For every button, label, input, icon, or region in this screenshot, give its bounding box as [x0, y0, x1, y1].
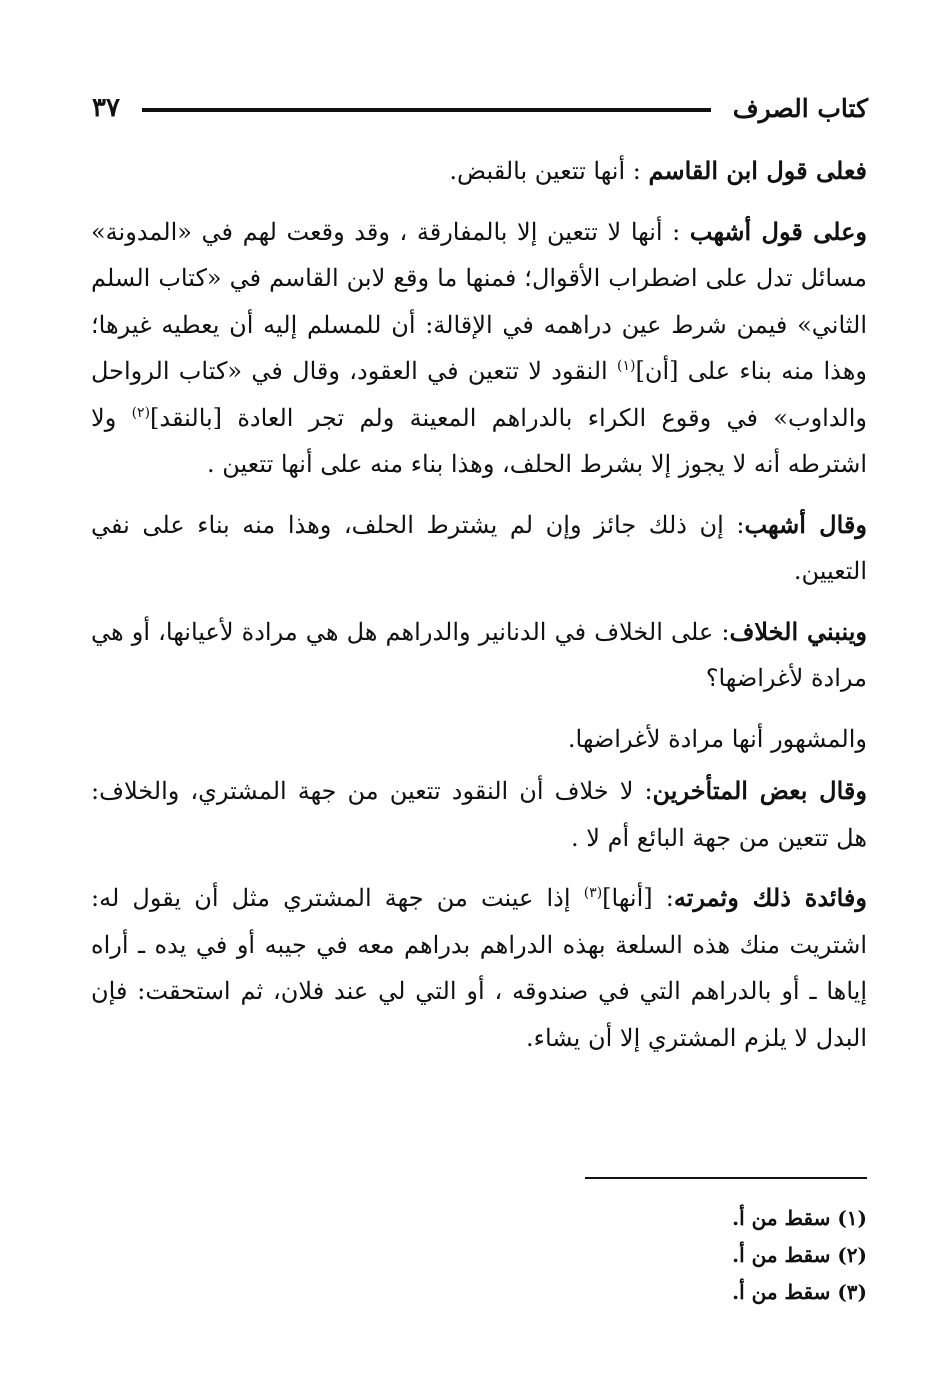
page-number: ٣٧: [92, 93, 120, 123]
footnote-ref-1: (١): [617, 358, 636, 374]
paragraph-text: إذا عينت من جهة المشتري مثل أن يقول له: اشتريت منك هذه السلعة بهذه الدراهم بدراهم معه في جيبه أو في يده ـ أراه إياها ـ أو بالدراهم التي في صندوقه ، أو التي لي عند فلان، ثم استحقت: فإن البدل لا يلزم المشتري إلا أن يشاء.: [91, 884, 867, 1052]
paragraph-lead: فعلى قول ابن القاسم: [648, 156, 867, 185]
paragraph-ibn-al-qasim: [91, 148, 867, 195]
paragraph-lead: وفائدة ذلك وثمرته: [673, 883, 867, 912]
paragraph-ashhab-said: [91, 502, 867, 595]
footnote-ref-2: (٢): [131, 404, 151, 421]
footnote-2: (٢) سقط من أ.: [732, 1243, 867, 1267]
paragraph-ashhab: [91, 209, 867, 488]
paragraph-lead: وينبني الخلاف: [729, 616, 867, 646]
paragraph-text: والمشهور أنها مرادة لأغراضها.: [567, 724, 867, 753]
footnote-3: (٣) سقط من أ.: [732, 1280, 867, 1304]
footnote-1: (١) سقط من أ.: [732, 1206, 867, 1230]
paragraph-basis-of-dispute: [91, 609, 867, 702]
main-text: [91, 148, 867, 1075]
footnote-ref-3: (٣): [583, 885, 603, 901]
paragraph-lead: وعلى قول أشهب: [689, 216, 867, 246]
paragraph-text: ولا اشترطه أنه لا يجوز إلا بشرط الحلف، وهذا بناء منه على أنها تتعين .: [91, 403, 867, 478]
paragraph-text: : أنها تتعين بالقبض.: [449, 157, 649, 185]
paragraph-text: : لا خلاف أن النقود تتعين من جهة المشتري، والخلاف: هل تتعين من جهة البائع أم لا .: [91, 777, 867, 852]
paragraph-prevailing-view: [91, 716, 867, 763]
paragraph-text: : أنها لا تتعين إلا بالمفارقة ، وقد وقعت لهم في «المدونة» مسائل تدل على اضطراب الأقوال؛ فمنها ما وقع لابن القاسم في «كتاب السلم الثاني» فيمن شرط عين دراهمه في الإقالة: أن للمسلم إليه أن يعطيه غيرها؛ وهذا منه بناء على [أن]: [91, 217, 867, 385]
paragraph-text: : إن ذلك جائز وإن لم يشترط الحلف، وهذا منه بناء على نفي التعيين.: [91, 510, 867, 585]
paragraph-later-scholars: [91, 768, 867, 861]
paragraph-text: : [أنها]: [602, 884, 674, 912]
paragraph-lead: وقال بعض المتأخرين: [652, 776, 867, 805]
running-head: كتاب الصرف: [732, 93, 868, 123]
paragraph-text: : على الخلاف في الدنانير والدراهم هل هي مرادة لأعيانها، أو هي مرادة لأغراضها؟: [91, 617, 867, 692]
paragraph-lead: وقال أشهب: [744, 509, 867, 539]
footnotes: [467, 1200, 867, 1311]
header-rule: [142, 108, 711, 112]
paragraph-text: النقود لا تتعين في العقود، وقال في «كتاب الرواحل والداوب» في وقوع الكراء بالدراهم المعينة ولم تجر العادة [بالنقد]: [91, 357, 867, 432]
footnote-separator: [585, 1177, 867, 1179]
paragraph-benefit: [91, 875, 867, 1061]
page-header: [92, 84, 868, 132]
